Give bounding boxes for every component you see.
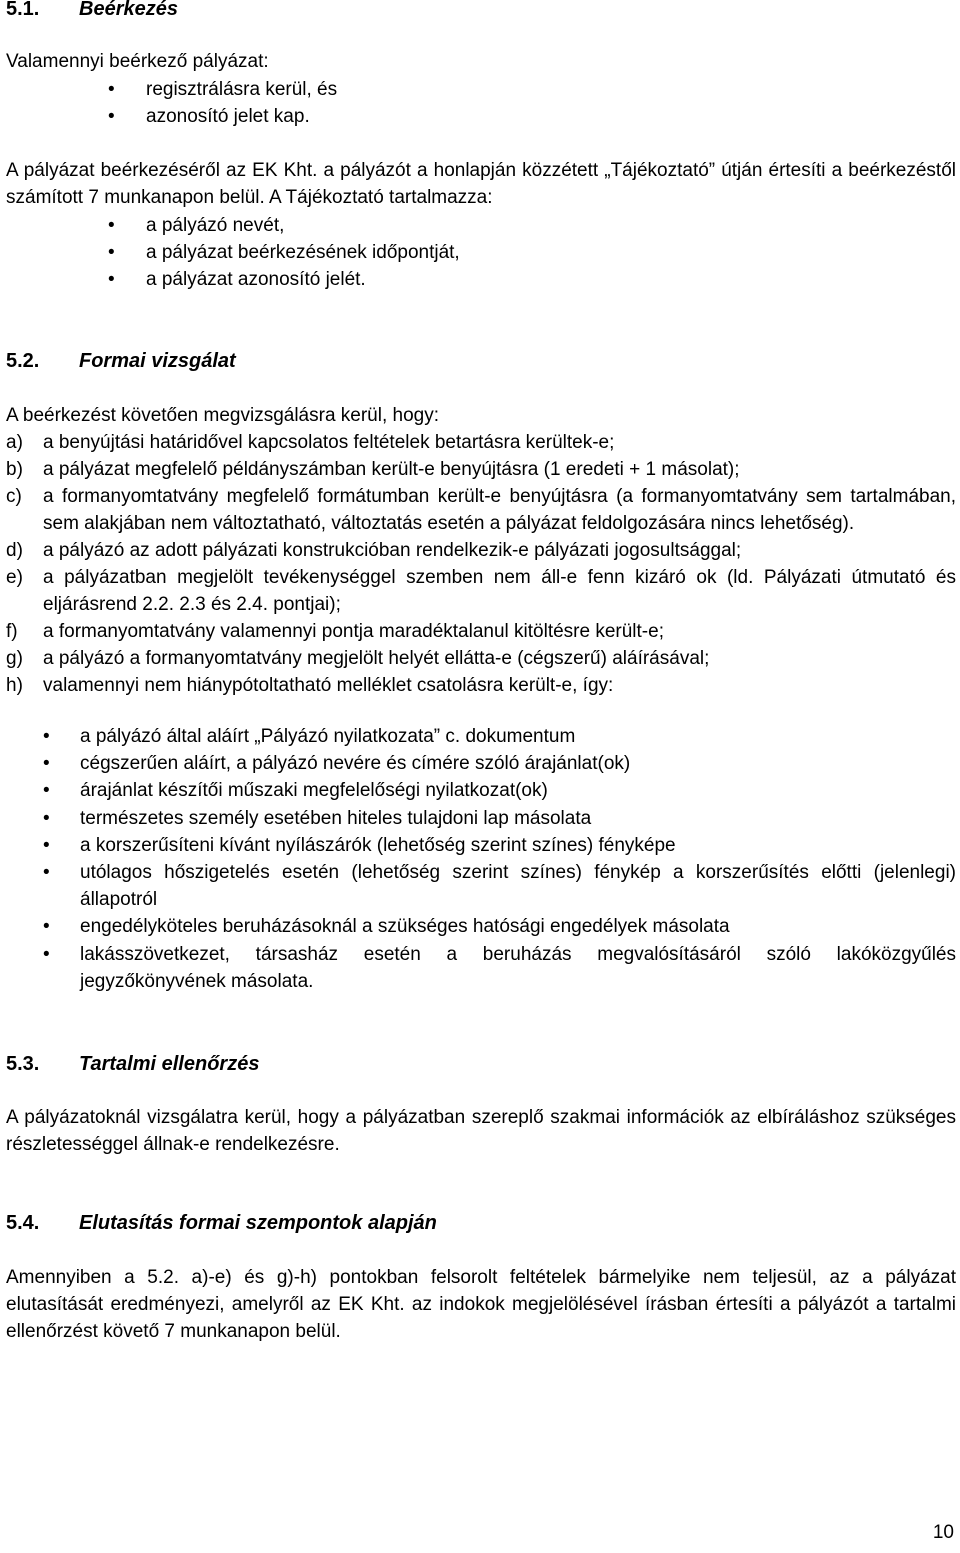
list-item	[6, 618, 956, 645]
list-item: • lakásszövetkezet, társasház esetén a beruházás megvalósításáról szóló lakóközgyűlés jegyzőkönyvének másolata.	[6, 941, 956, 995]
item-letter: a)	[6, 432, 23, 453]
list-item	[6, 537, 956, 564]
item-text: a formanyomtatvány valamennyi pontja maradéktalanul kitöltésre került-e;	[43, 621, 664, 642]
list-item	[6, 672, 956, 699]
list-item: • regisztrálásra kerül, és	[6, 76, 956, 103]
list-item	[6, 456, 956, 483]
list-item: • azonosító jelet kap.	[6, 103, 956, 130]
item-text: valamennyi nem hiánypótoltatható melléklet csatolásra került-e, így:	[43, 675, 614, 696]
s52-intro: A beérkezést követően megvizsgálásra kerül, hogy:	[6, 405, 440, 426]
section-title: Beérkezés	[79, 0, 178, 20]
section-title: Elutasítás formai szempontok alapján	[79, 1212, 437, 1234]
section-heading-5-4	[6, 1212, 437, 1235]
list-item: • természetes személy esetében hiteles tulajdoni lap másolata	[6, 805, 956, 832]
list-item: • a pályázó által aláírt „Pályázó nyilatkozata” c. dokumentum	[6, 723, 956, 750]
section-number: 5.3.	[6, 1053, 40, 1075]
section-heading-5-1	[6, 0, 178, 21]
item-letter: g)	[6, 648, 23, 669]
item-letter: h)	[6, 675, 23, 696]
list-item: • utólagos hőszigetelés esetén (lehetőség szerint színes) fénykép a korszerűsítés előtti (jelenlegi) állapotról	[6, 859, 956, 913]
list-item	[6, 429, 956, 456]
section-number: 5.2.	[6, 350, 40, 372]
item-text: a benyújtási határidővel kapcsolatos feltételek betartásra kerültek-e;	[43, 432, 615, 453]
section-heading-5-3	[6, 1053, 259, 1076]
list-item: • a pályázat azonosító jelét.	[6, 266, 956, 293]
list-item: • árajánlat készítői műszaki megfelelőségi nyilatkozat(ok)	[6, 777, 956, 804]
s51-intro: Valamennyi beérkező pályázat:	[6, 51, 269, 72]
item-letter: d)	[6, 540, 23, 561]
item-letter: c)	[6, 486, 22, 507]
list-item	[6, 483, 956, 537]
s51-bullet-list-2	[6, 212, 956, 293]
section-title: Tartalmi ellenőrzés	[79, 1053, 260, 1075]
item-text: a formanyomtatvány megfelelő formátumban került-e benyújtásra (a formanyomtatvány sem tartalmában, sem alakjában nem változtatható, változtatás esetén a pályázat feldolgozására nincs lehetőség).	[43, 486, 956, 534]
item-text: a pályázó a formanyomtatvány megjelölt helyét ellátta-e (cégszerű) aláírásával;	[43, 648, 710, 669]
section-number: 5.4.	[6, 1212, 40, 1234]
s53-paragraph: A pályázatoknál vizsgálatra kerül, hogy a pályázatban szereplő szakmai információk az elbíráláshoz szükséges részletességgel állnak-e rendelkezésre.	[6, 1107, 956, 1155]
s51-bullet-list	[6, 76, 956, 130]
item-text: a pályázatban megjelölt tevékenységgel szemben nem áll-e fenn kizáró ok (ld. Pályázati útmutató és eljárásrend 2.2. 2.3 és 2.4. pontjai);	[43, 567, 956, 615]
s52-lettered-list	[6, 429, 956, 699]
section-heading-5-2	[6, 350, 236, 373]
item-text: a pályázat megfelelő példányszámban került-e benyújtásra (1 eredeti + 1 másolat);	[43, 459, 740, 480]
list-item: • a korszerűsíteni kívánt nyílászárók (lehetőség szerint színes) fényképe	[6, 832, 956, 859]
s52-document-list	[6, 723, 956, 995]
item-letter: b)	[6, 459, 23, 480]
item-letter: e)	[6, 567, 23, 588]
section-number: 5.1.	[6, 0, 40, 20]
list-item	[6, 564, 956, 618]
list-item: • engedélyköteles beruházásoknál a szükséges hatósági engedélyek másolata	[6, 913, 956, 940]
list-item: • a pályázó nevét,	[6, 212, 956, 239]
s54-paragraph: Amennyiben a 5.2. a)-e) és g)-h) pontokban felsorolt feltételek bármelyike nem teljesül, az a pályázat elutasítását eredményezi, amelyről az EK Kht. az indokok megjelölésével írásban értesíti a pályázót a tartalmi ellenőrzést követő 7 munkanapon belül.	[6, 1267, 956, 1342]
s51-paragraph: A pályázat beérkezéséről az EK Kht. a pályázót a honlapján közzétett „Tájékoztató” útján értesíti a beérkezéstől számított 7 munkanapon belül. A Tájékoztató tartalmazza:	[6, 160, 956, 208]
list-item: • a pályázat beérkezésének időpontját,	[6, 239, 956, 266]
item-letter: f)	[6, 621, 18, 642]
page-number: 10	[932, 1522, 954, 1543]
list-item: • cégszerűen aláírt, a pályázó nevére és címére szóló árajánlat(ok)	[6, 750, 956, 777]
section-title: Formai vizsgálat	[79, 350, 236, 372]
item-text: a pályázó az adott pályázati konstrukcióban rendelkezik-e pályázati jogosultsággal;	[43, 540, 742, 561]
list-item	[6, 645, 956, 672]
